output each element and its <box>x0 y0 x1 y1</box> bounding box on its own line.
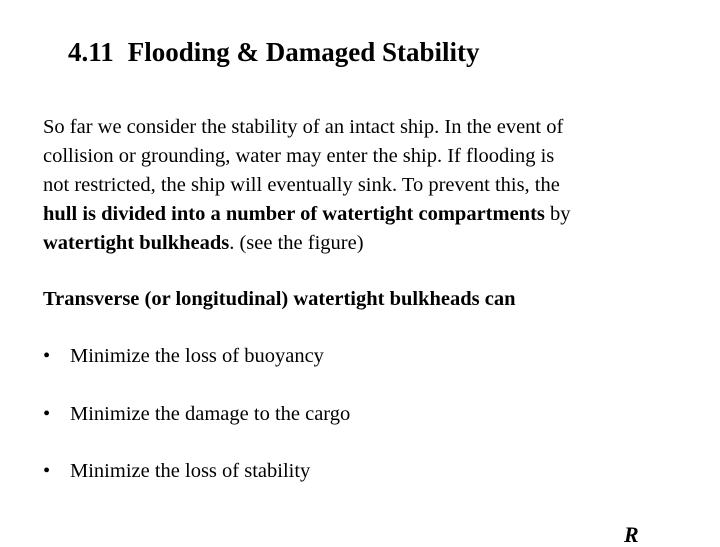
intro-line-4-rest: by <box>544 203 571 225</box>
list-item <box>43 457 310 486</box>
slide-title <box>68 36 480 68</box>
bullet-dot: • <box>43 460 51 482</box>
list-item <box>43 342 324 371</box>
emphasis-compartments: hull is divided into a number of watertight compartments <box>43 203 545 225</box>
title-text: Flooding & Damaged Stability <box>127 37 480 67</box>
intro-line-4 <box>43 200 683 229</box>
intro-line-5-rest: . (see the figure) <box>229 232 364 254</box>
bullet-text: Minimize the damage to the cargo <box>70 403 351 425</box>
list-item <box>43 400 350 429</box>
section-number: 4.11 <box>68 37 114 67</box>
intro-line-5 <box>43 229 683 258</box>
intro-paragraph <box>43 113 683 258</box>
bulkheads-lead: Transverse (or longitudinal) watertight bulkheads can <box>43 288 516 310</box>
bullet-dot: • <box>43 403 51 425</box>
bullet-text: Minimize the loss of buoyancy <box>70 345 324 367</box>
intro-line-3: not restricted, the ship will eventually sink. To prevent this, the <box>43 174 560 196</box>
corner-mark: R <box>624 522 639 547</box>
bullet-text: Minimize the loss of stability <box>70 460 311 482</box>
intro-line-1: So far we consider the stability of an intact ship. In the event of <box>43 116 564 138</box>
intro-line-2: collision or grounding, water may enter the ship. If flooding is <box>43 145 555 167</box>
bullet-dot: • <box>43 345 51 367</box>
emphasis-bulkheads: watertight bulkheads <box>43 232 230 254</box>
